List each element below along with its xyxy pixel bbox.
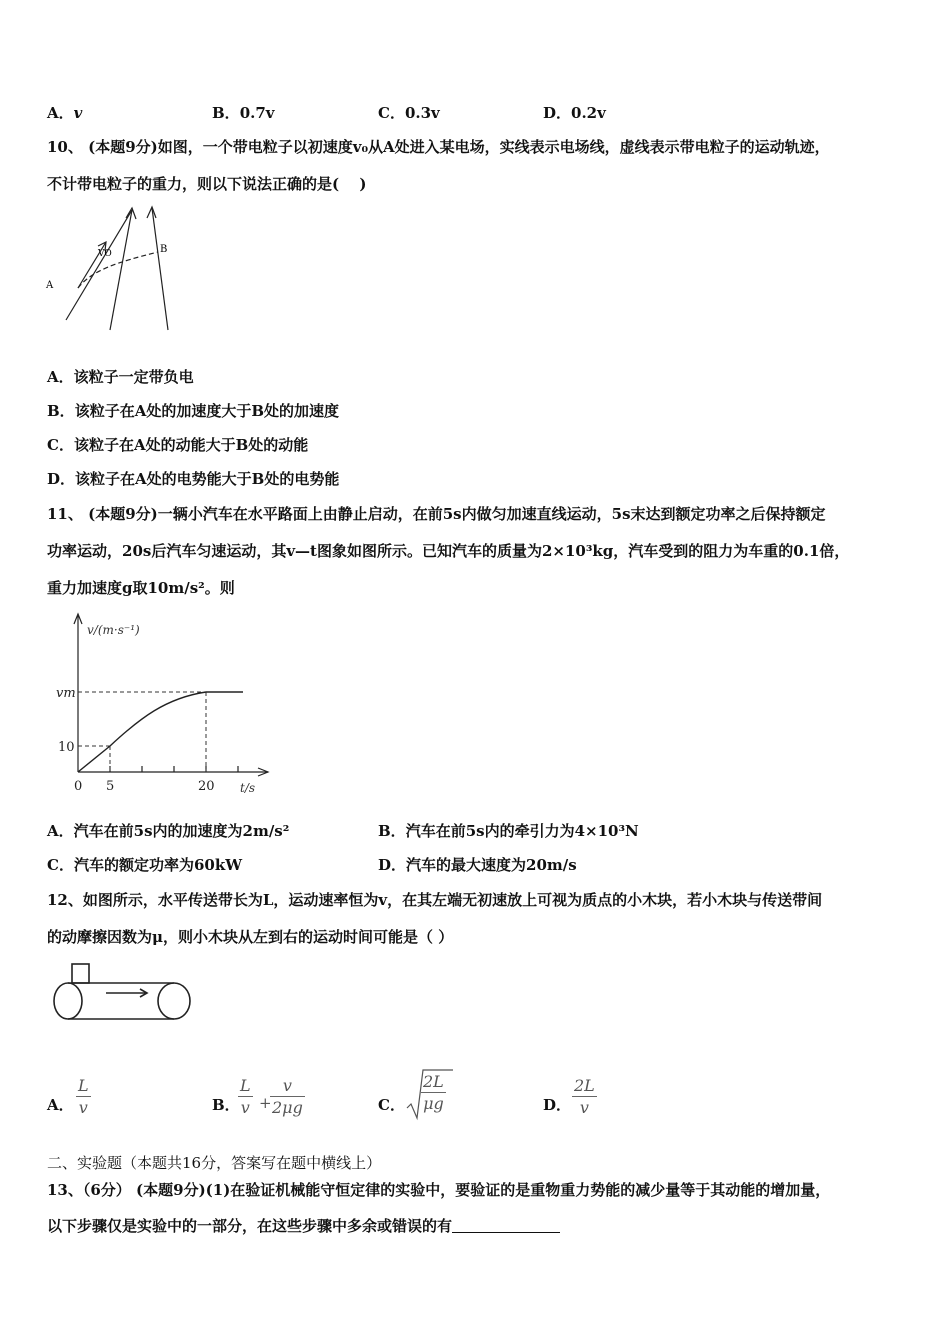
- q10-option-a: A．该粒子一定带负电: [47, 368, 194, 386]
- q12-option-c-formula: 2L μg: [423, 1072, 444, 1113]
- q12-option-b-letter: B．: [212, 1096, 240, 1114]
- q12-option-d-formula: 2L v: [574, 1076, 595, 1117]
- q10-field-figure: [44, 202, 174, 334]
- label-b: B: [160, 244, 168, 255]
- x-tick-label-5: 5: [106, 779, 115, 794]
- q11-stem-line3: 重力加速度g取10m/s²。则: [47, 579, 235, 597]
- label-v0: VO: [98, 249, 112, 259]
- q12-option-d-letter: D．: [543, 1096, 572, 1114]
- q10-option-d: D．该粒子在A处的电势能大于B处的电势能: [47, 470, 340, 488]
- segment-accelerate: [78, 746, 110, 772]
- q10-option-b: B．该粒子在A处的加速度大于B处的加速度: [47, 402, 340, 420]
- q11-option-d: D．汽车的最大速度为20m/s: [378, 856, 577, 874]
- q9-option-b: B．0.7v: [212, 104, 275, 122]
- q12-stem-line2: 的动摩擦因数为μ，则小木块从左到右的运动时间可能是（ ）: [47, 928, 454, 946]
- q11-stem-line2: 功率运动，20s后汽车匀速运动，其v—t图象如图所示。已知汽车的质量为2×10³kg，汽车受到的阻力为车重的0.1倍，: [47, 542, 850, 560]
- y-tick-label-10: 10: [58, 740, 75, 755]
- q13-answer-blank: [452, 1218, 560, 1233]
- q12-option-a-letter: A．: [47, 1096, 74, 1114]
- q11-option-a: A．汽车在前5s内的加速度为2m/s²: [47, 822, 290, 840]
- q9-option-c: C．0.3v: [378, 104, 440, 122]
- x-axis-label: t/s: [240, 781, 256, 795]
- arrowhead-3: [147, 207, 156, 218]
- wood-block: [72, 964, 89, 983]
- q13-stem-line2: 以下步骤仅是实验中的一部分，在这些步骤中多余或错误的有: [47, 1216, 560, 1236]
- q12-option-b-plus: +: [259, 1094, 272, 1112]
- q11-option-c: C．汽车的额定功率为60kW: [47, 856, 243, 874]
- y-tick-label-vm: vm: [56, 686, 76, 701]
- field-line-3: [152, 208, 168, 330]
- q12-option-c-letter: C．: [378, 1096, 405, 1114]
- q9-option-a: A．v: [47, 104, 83, 122]
- q9-option-d: D．0.2v: [543, 104, 606, 122]
- q12-option-b-formula-2: v 2μg: [272, 1076, 303, 1117]
- q12-option-b-formula-1: L v: [240, 1076, 251, 1117]
- section2-heading: 二、实验题（本题共16分，答案写在题中横线上）: [47, 1154, 382, 1172]
- q13-stem-line1: 13、（6分） (本题9分)(1)在验证机械能守恒定律的实验中，要验证的是重物重力势能的减少量等于其动能的增加量，: [47, 1181, 831, 1199]
- x-tick-label-20: 20: [198, 779, 215, 794]
- q12-conveyor-figure: [50, 960, 196, 1022]
- x-tick-label-0: 0: [74, 779, 83, 794]
- label-a: A: [46, 280, 54, 291]
- y-axis-label: v/(m·s⁻¹): [87, 623, 140, 637]
- q10-stem-line2: 不计带电粒子的重力，则以下说法正确的是( ): [47, 175, 367, 193]
- q12-option-a-formula: L v: [78, 1076, 89, 1117]
- q10-option-c: C．该粒子在A处的动能大于B处的动能: [47, 436, 309, 454]
- trajectory-path: [78, 252, 158, 288]
- q12-stem-line1: 12、如图所示，水平传送带长为L，运动速率恒为v，在其左端无初速放上可视为质点的小木块，若小木块与传送带间: [47, 891, 823, 909]
- q10-stem-line1: 10、 (本题9分)如图，一个带电粒子以初速度v₀从A处进入某电场，实线表示电场线，虚线表示带电粒子的运动轨迹，: [47, 138, 830, 156]
- q11-option-b: B．汽车在前5s内的牵引力为4×10³N: [378, 822, 639, 840]
- segment-rated-power: [110, 692, 206, 746]
- left-roller: [54, 983, 82, 1019]
- q11-vt-chart: [46, 612, 276, 797]
- q11-stem-line1: 11、 (本题9分)一辆小汽车在水平路面上由静止启动，在前5s内做匀加速直线运动，5s末达到额定功率之后保持额定: [47, 505, 826, 523]
- right-roller: [158, 983, 190, 1019]
